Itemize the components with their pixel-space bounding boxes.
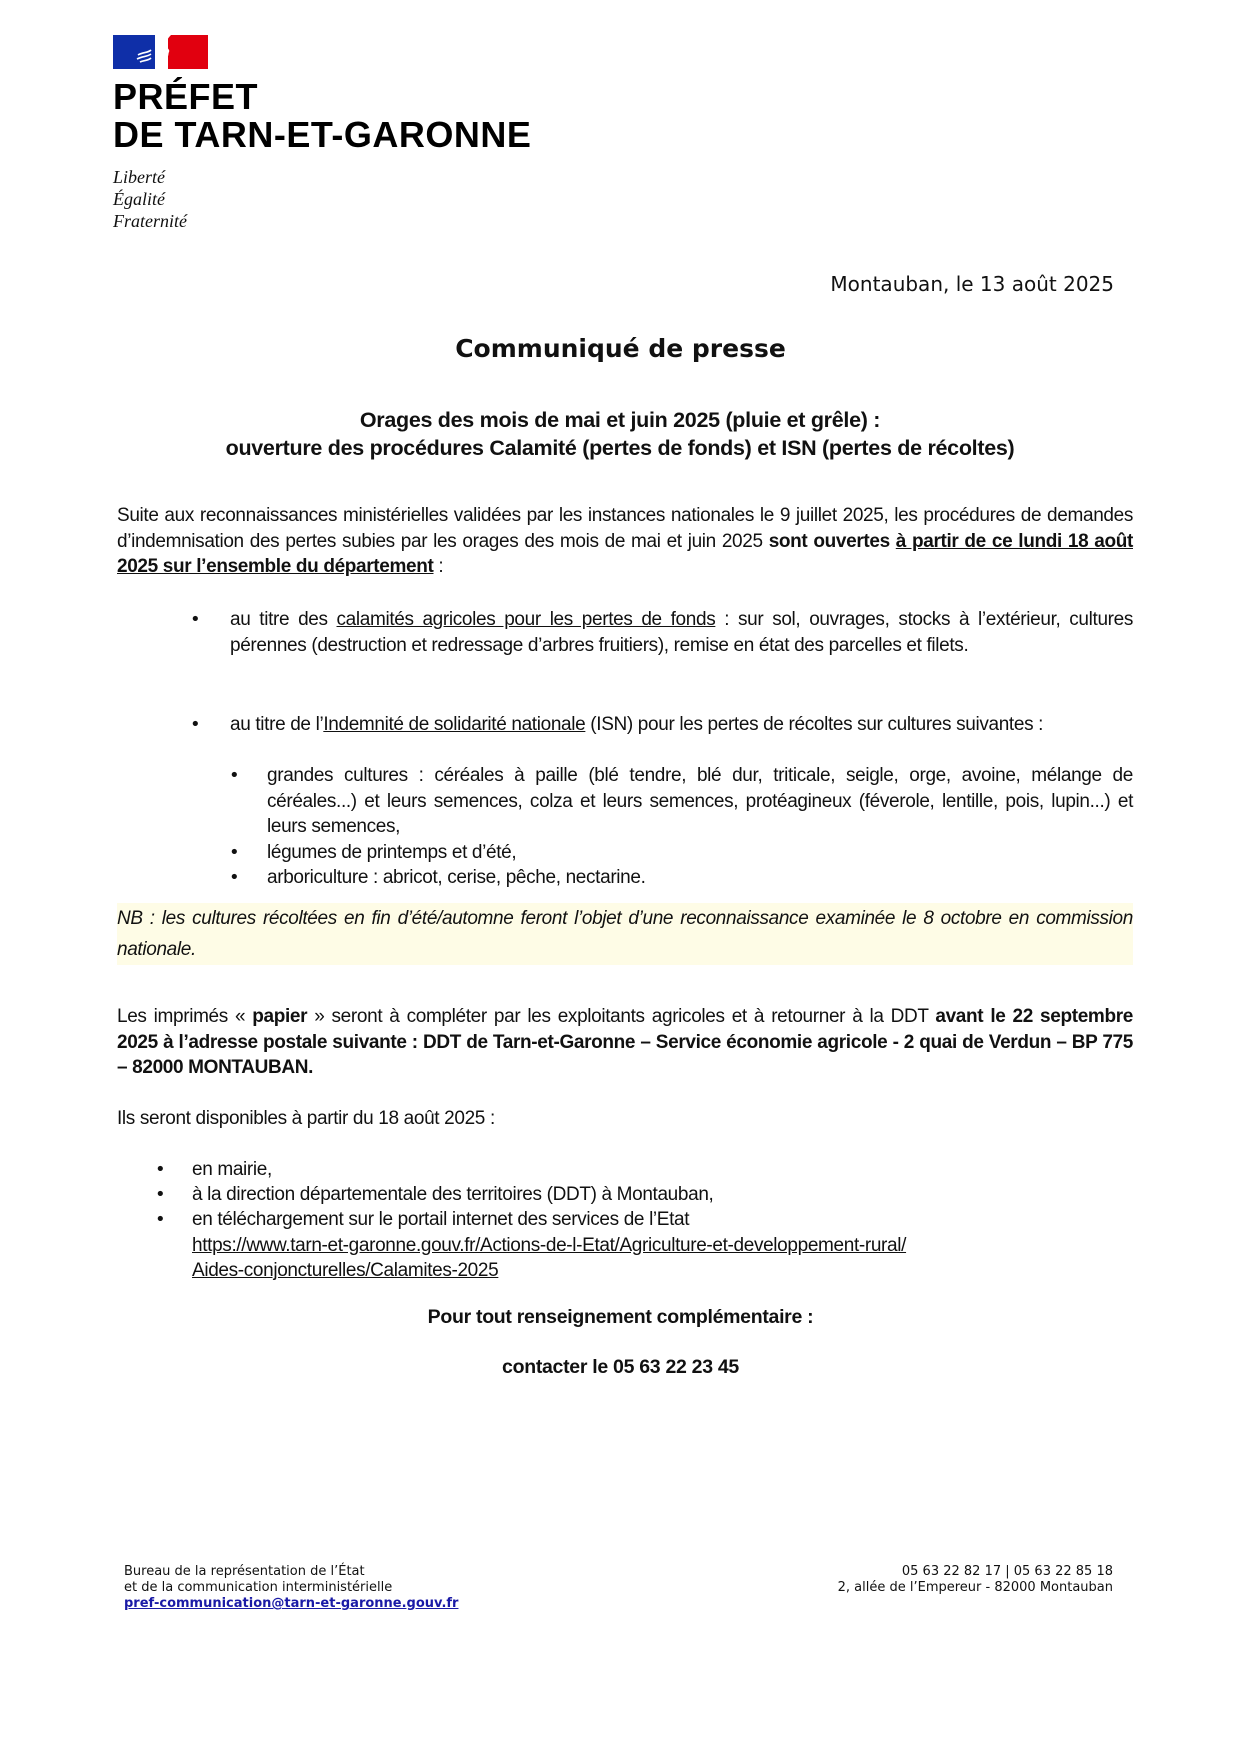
motto-liberte: Liberté bbox=[113, 167, 165, 187]
list-item-suffix: (ISN) pour les pertes de récoltes sur cultures suivantes : bbox=[585, 714, 1044, 735]
bullet-icon: • bbox=[155, 1159, 166, 1180]
sub-list-item-legumes: légumes de printemps et d’été, bbox=[267, 842, 517, 863]
forms-text-1: Les imprimés « bbox=[117, 1006, 253, 1027]
url-line-2: Aides-conjoncturelles/Calamites-2025 bbox=[192, 1260, 499, 1281]
availability-intro: Ils seront disponibles à partir du 18 août 2025 : bbox=[117, 1108, 495, 1129]
nb-note: NB : les cultures récoltées en fin d’été/automne feront l’objet d’une reconnaissance examinée le 8 octobre en commission nationale. bbox=[117, 903, 1133, 965]
forms-paragraph bbox=[117, 1004, 1133, 1081]
bullet-icon: • bbox=[229, 765, 240, 786]
forms-bold-address: avant le 22 septembre 2025 à l’adresse postale suivante : DDT de Tarn-et-Garonne – Service économie agricole - 2 quai de Verdun – BP 775 – 82000 MONTAUBAN. bbox=[117, 1006, 1133, 1078]
motto-fraternite: Fraternité bbox=[113, 211, 187, 231]
title-line-1: Orages des mois de mai et juin 2025 (pluie et grêle) : bbox=[359, 408, 881, 432]
list-item-prefix: au titre des bbox=[230, 609, 337, 630]
sub-list-item-arboriculture: arboriculture : abricot, cerise, pêche, nectarine. bbox=[267, 867, 646, 888]
prefecture-logo bbox=[113, 35, 531, 232]
intro-end: : bbox=[433, 556, 444, 577]
motto-egalite: Égalité bbox=[113, 189, 165, 209]
bullet-icon: • bbox=[190, 609, 201, 630]
url-line-1: https://www.tarn-et-garonne.gouv.fr/Actions-de-l-Etat/Agriculture-et-developpement-rural/ bbox=[192, 1234, 907, 1256]
title-line-2: ouverture des procédures Calamité (pertes de fonds) et ISN (pertes de récoltes) bbox=[225, 436, 1015, 460]
intro-bold-text: sont ouvertes bbox=[768, 530, 890, 552]
intro-text: Suite aux reconnaissances ministérielles validées par les instances nationales le 9 juillet 2025, les procédures de demandes d’indemnisation des pertes subies par les orages des mois de mai et juin 2025 bbox=[117, 505, 1133, 552]
contact-phone: contacter le 05 63 22 23 45 bbox=[502, 1356, 739, 1378]
footer-address: 2, allée de l’Empereur - 82000 Montauban bbox=[837, 1580, 1113, 1595]
prefecture-title bbox=[113, 78, 531, 154]
availability-item-ddt: à la direction départementale des territoires (DDT) à Montauban, bbox=[192, 1184, 714, 1205]
footer-left bbox=[124, 1564, 458, 1612]
list-item-isn bbox=[230, 712, 1133, 738]
intro-bold-underlined-text: à partir de ce lundi 18 août 2025 sur l’ensemble du département bbox=[117, 530, 1133, 577]
press-release-title bbox=[100, 406, 1140, 462]
prefecture-title-line1: PRÉFET bbox=[113, 76, 259, 117]
forms-bold-papier: papier bbox=[252, 1006, 308, 1027]
list-item-underlined: Indemnité de solidarité nationale bbox=[323, 714, 586, 735]
bullet-icon: • bbox=[229, 867, 240, 888]
bullet-icon: • bbox=[155, 1184, 166, 1205]
forms-text-2: » seront à compléter par les exploitants agricoles et à retourner à la DDT bbox=[307, 1006, 936, 1027]
contact-heading: Pour tout renseignement complémentaire : bbox=[427, 1306, 814, 1328]
bullet-icon: • bbox=[155, 1209, 166, 1230]
marianne-flag-icon bbox=[113, 35, 208, 69]
bullet-icon: • bbox=[229, 842, 240, 863]
list-item-prefix: au titre de l’ bbox=[230, 714, 324, 735]
footer-right bbox=[838, 1564, 1113, 1596]
dateline: Montauban, le 13 août 2025 bbox=[830, 272, 1114, 296]
footer-bureau-line-2: et de la communication interministérielle bbox=[124, 1580, 393, 1595]
sub-list-item-grandes-cultures: grandes cultures : céréales à paille (blé tendre, blé dur, triticale, seigle, orge, avoine, mélange de céréales...) et leurs semences, colza et leurs semences, protéagineux (féverole, lentille, pois, lupin...) et leurs semences, bbox=[267, 765, 1133, 837]
availability-item-mairie: en mairie, bbox=[192, 1159, 272, 1180]
footer-email-link[interactable]: pref-communication@tarn-et-garonne.gouv.fr bbox=[124, 1596, 459, 1611]
intro-paragraph bbox=[117, 503, 1133, 580]
list-item-underlined: calamités agricoles pour les pertes de fonds bbox=[336, 609, 716, 630]
republic-motto bbox=[113, 166, 531, 232]
calamites-url-link[interactable] bbox=[192, 1235, 906, 1282]
document-type-heading: Communiqué de presse bbox=[455, 334, 786, 363]
bullet-icon: • bbox=[190, 714, 201, 735]
list-item-suffix: : sur sol, ouvrages, stocks à l’extérieur, cultures pérennes (destruction et redressage d’arbres fruitiers), remise en état des parcelles et filets. bbox=[230, 609, 1134, 656]
availability-item-download bbox=[192, 1207, 1132, 1284]
footer-bureau-line-1: Bureau de la représentation de l’État bbox=[124, 1564, 365, 1579]
availability-download-text: en téléchargement sur le portail internet des services de l’Etat bbox=[192, 1209, 690, 1230]
prefecture-title-line2: DE TARN-ET-GARONNE bbox=[113, 114, 532, 155]
footer-phones: 05 63 22 82 17 | 05 63 22 85 18 bbox=[901, 1564, 1113, 1579]
list-item-calamites bbox=[230, 607, 1133, 658]
